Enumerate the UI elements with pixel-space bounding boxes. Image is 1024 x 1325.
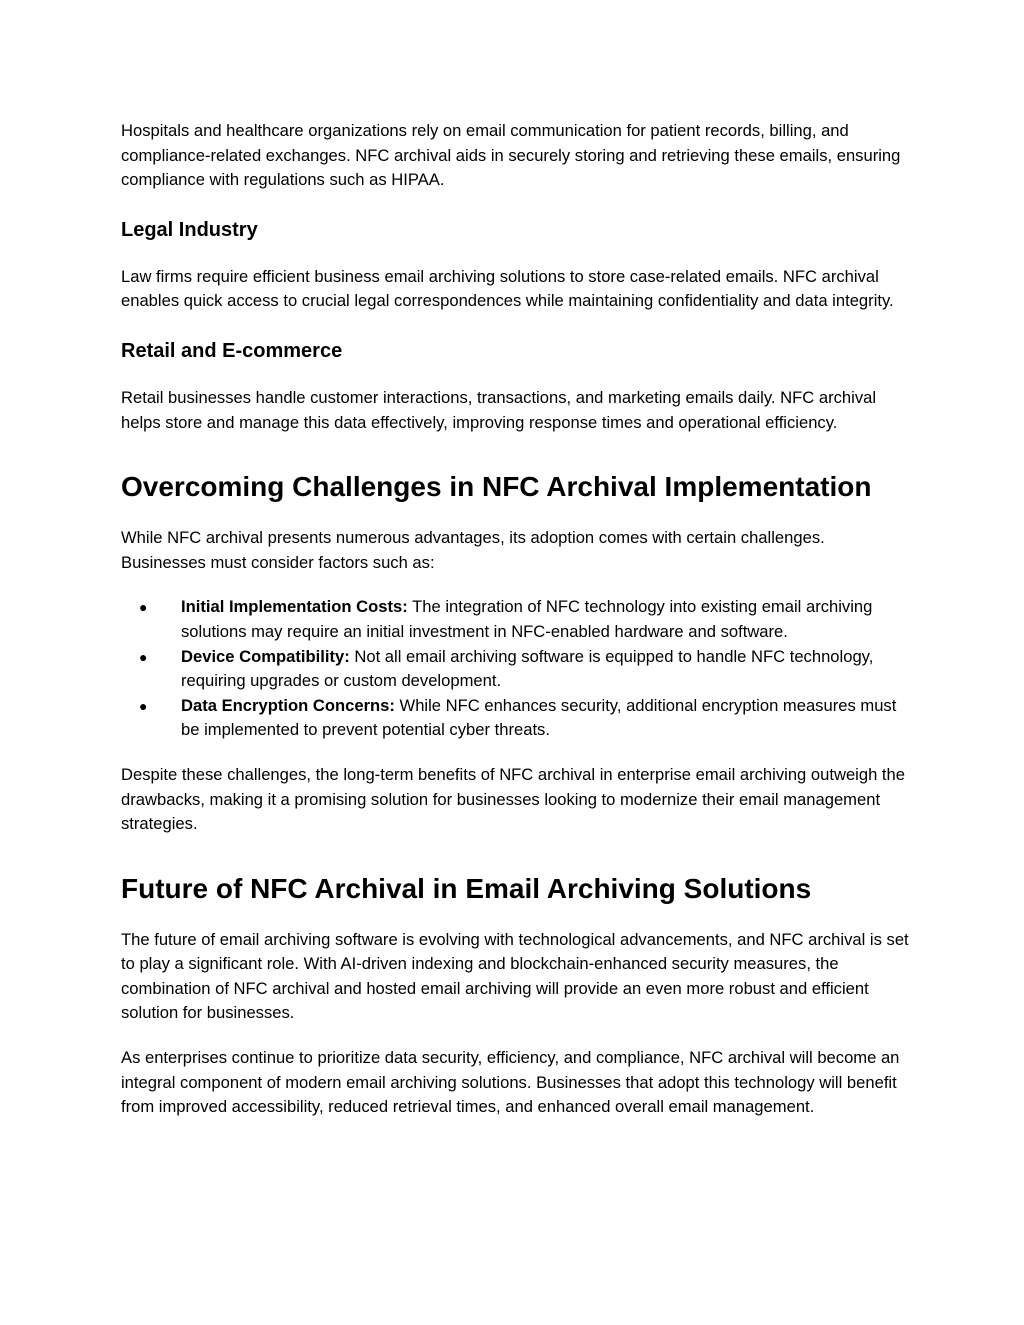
document-body bbox=[121, 119, 911, 1120]
list-item-text: While NFC enhances security, additional encryption measures must be implemented to prevent potential cyber threats. bbox=[181, 695, 897, 740]
retail-ecommerce-paragraph: Retail businesses handle customer interactions, transactions, and marketing emails daily. NFC archival helps store and manage this data effectively, improving response times and operational efficiency. bbox=[121, 387, 877, 432]
bullet-icon: ● bbox=[139, 697, 148, 714]
list-item bbox=[121, 645, 911, 694]
bullet-icon: ● bbox=[139, 599, 148, 616]
challenges-conclusion-paragraph: Despite these challenges, the long-term benefits of NFC archival in enterprise email archiving outweigh the drawbacks, making it a promising solution for businesses looking to modernize their email management strategies. bbox=[121, 764, 905, 834]
list-item bbox=[121, 694, 911, 743]
list-item-term: Data Encryption Concerns: bbox=[181, 695, 395, 715]
list-item-text: Not all email archiving software is equipped to handle NFC technology, requiring upgrades or custom development. bbox=[181, 646, 874, 691]
list-item-term: Initial Implementation Costs: bbox=[181, 597, 408, 617]
list-item-text: The integration of NFC technology into existing email archiving solutions may require an initial investment in NFC-enabled hardware and software. bbox=[181, 597, 873, 641]
future-paragraph-2: As enterprises continue to prioritize data security, efficiency, and compliance, NFC archival will become an integral component of modern email archiving solutions. Businesses that adopt this technology will benefit from improved accessibility, reduced retrieval times, and enhanced overall email management. bbox=[121, 1048, 900, 1117]
future-heading: Future of NFC Archival in Email Archiving Solutions bbox=[121, 872, 812, 904]
legal-industry-paragraph: Law firms require efficient business email archiving solutions to store case-related emails. NFC archival enables quick access to crucial legal correspondences while maintaining confidentiality and data integrity. bbox=[121, 266, 894, 311]
retail-ecommerce-heading: Retail and E-commerce bbox=[121, 339, 343, 362]
future-paragraph-1: The future of email archiving software is evolving with technological advancements, and NFC archival is set to play a significant role. With AI-driven indexing and blockchain-enhanced security measures, the combination of NFC archival and hosted email archiving will provide an even more robust and efficient solution for businesses. bbox=[121, 929, 909, 1023]
challenges-heading: Overcoming Challenges in NFC Archival Implementation bbox=[121, 471, 872, 503]
legal-industry-heading: Legal Industry bbox=[121, 218, 258, 241]
list-item bbox=[121, 595, 911, 644]
challenges-intro-paragraph: While NFC archival presents numerous advantages, its adoption comes with certain challenges. Businesses must consider factors such as: bbox=[121, 528, 825, 572]
challenges-list bbox=[121, 595, 911, 743]
healthcare-paragraph: Hospitals and healthcare organizations rely on email communication for patient records, billing, and compliance-related exchanges. NFC archival aids in securely storing and retrieving these emails, ensuring compliance with regulations such as HIPAA. bbox=[121, 121, 901, 190]
bullet-icon: ● bbox=[139, 648, 148, 665]
list-item-term: Device Compatibility: bbox=[181, 646, 350, 666]
